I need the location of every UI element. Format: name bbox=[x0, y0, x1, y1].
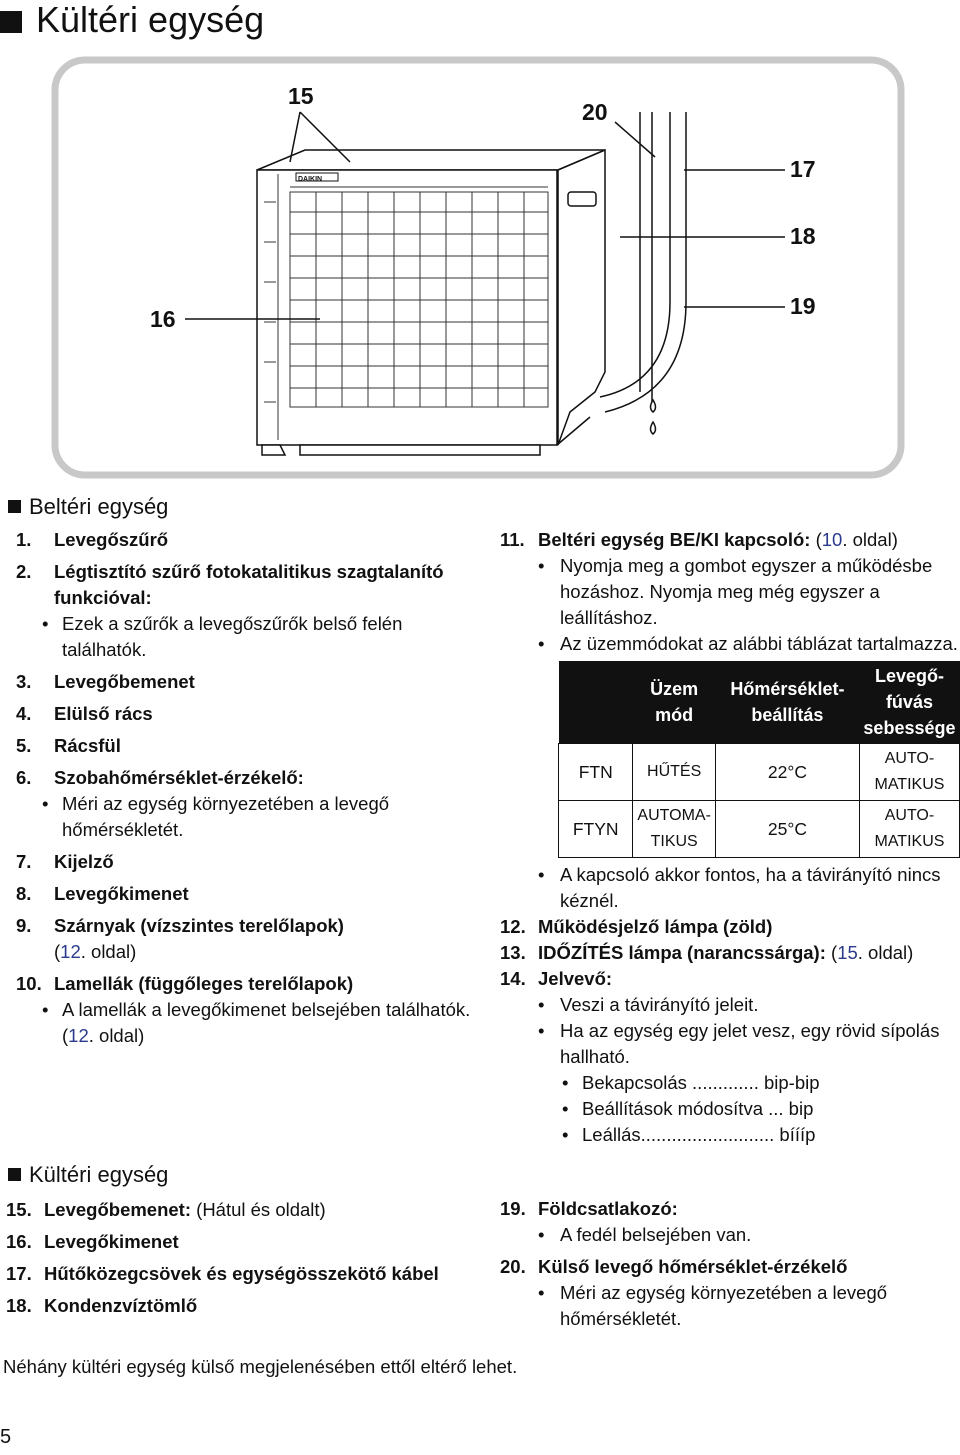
bullet: • Méri az egység környezetében a levegő hőmérsékletét. bbox=[500, 1280, 950, 1332]
page-ref-suffix: . oldal) bbox=[857, 942, 914, 963]
callout-16: 16 bbox=[150, 306, 176, 332]
table-cell: 25°C bbox=[715, 801, 859, 858]
mode-table-header-row bbox=[559, 661, 960, 744]
item-label: Levegőbemenet bbox=[54, 671, 195, 692]
item-label: Hűtőközegcsövek és egységösszekötő kábel bbox=[44, 1263, 439, 1284]
item-number: 14. bbox=[500, 968, 526, 989]
item-18 bbox=[6, 1293, 478, 1319]
item-label: IDŐZÍTÉS lámpa (narancssárga): bbox=[538, 942, 826, 963]
sub-bullet: • Beállítások módosítva ... bip bbox=[500, 1096, 960, 1122]
item-10 bbox=[16, 971, 478, 997]
item-label: Levegőkimenet bbox=[54, 883, 189, 904]
item-11: 11. Beltéri egység BE/KI kapcsoló: (10. oldal) bbox=[500, 527, 960, 553]
item-label: Kijelző bbox=[54, 851, 114, 872]
table-row bbox=[559, 744, 960, 801]
bullet bbox=[2, 997, 478, 1049]
page-title-text: Kültéri egység bbox=[36, 0, 265, 40]
item-19 bbox=[500, 1196, 960, 1222]
table-cell: AUTOMA-TIKUS bbox=[633, 801, 715, 858]
item-4 bbox=[16, 701, 478, 727]
item-label: Működésjelző lámpa (zöld) bbox=[538, 916, 773, 937]
page-number: 5 bbox=[0, 1426, 12, 1448]
item-15 bbox=[6, 1197, 478, 1223]
item-number: 9. bbox=[16, 915, 32, 936]
outdoor-heading bbox=[8, 1161, 478, 1189]
item-label: Szobahőmérséklet-érzékelő: bbox=[54, 767, 304, 788]
bullet: • A fedél belsejében van. bbox=[500, 1222, 960, 1248]
outdoor-heading-text: Kültéri egység bbox=[29, 1162, 169, 1187]
item-label: Elülső rács bbox=[54, 703, 153, 724]
item-label: Földcsatlakozó: bbox=[538, 1198, 678, 1219]
bullet: • A kapcsoló akkor fontos, ha a távirányító nincs kéznél. bbox=[500, 862, 960, 914]
page-ref-suffix: . oldal) bbox=[80, 941, 137, 962]
daikin-logo-text: DAIKIN bbox=[298, 176, 323, 183]
left-column bbox=[8, 493, 478, 1049]
item-number: 7. bbox=[16, 851, 32, 872]
item-number: 13. bbox=[500, 942, 526, 963]
sub-bullet: • Leállás.......................... bíííp bbox=[500, 1122, 960, 1148]
indoor-heading bbox=[8, 493, 478, 521]
item-label: Jelvevő: bbox=[538, 968, 613, 989]
footnote: Néhány kültéri egység külső megjelenésében ettől eltérő lehet. bbox=[3, 1356, 518, 1377]
item-12 bbox=[500, 914, 960, 940]
callout-18: 18 bbox=[790, 223, 816, 249]
item-number: 8. bbox=[16, 883, 32, 904]
page-ref-suffix: . oldal) bbox=[88, 1025, 145, 1046]
item-20 bbox=[500, 1254, 960, 1280]
table-cell: AUTO-MATIKUS bbox=[859, 744, 959, 801]
table-row bbox=[559, 801, 960, 858]
table-cell: 22°C bbox=[715, 744, 859, 801]
item-3 bbox=[16, 669, 478, 695]
page-ref-suffix: . oldal) bbox=[842, 529, 898, 550]
item-2 bbox=[16, 559, 478, 611]
outdoor-section bbox=[8, 1161, 478, 1319]
item-17 bbox=[6, 1261, 464, 1287]
item-14 bbox=[500, 966, 960, 992]
item-label: Szárnyak (vízszintes terelőlapok) bbox=[54, 915, 344, 936]
item-number: 18. bbox=[6, 1295, 32, 1316]
mode-table bbox=[558, 661, 960, 858]
table-header-cell bbox=[559, 661, 633, 744]
right-column bbox=[500, 527, 960, 1148]
callout-15: 15 bbox=[288, 83, 314, 109]
item-number: 1. bbox=[16, 529, 32, 550]
item-number: 20. bbox=[500, 1256, 526, 1277]
page-ref-link[interactable]: 10 bbox=[821, 529, 843, 550]
item-number: 16. bbox=[6, 1231, 32, 1252]
item-label: Beltéri egység BE/KI kapcsoló: bbox=[538, 529, 811, 550]
item-extra: (Hátul és oldalt) bbox=[191, 1199, 326, 1220]
indoor-heading-text: Beltéri egység bbox=[29, 494, 169, 519]
bullet: • Ezek a szűrők a levegőszűrők belső felén találhatók. bbox=[2, 611, 478, 663]
table-header-cell: Üzem mód bbox=[633, 661, 715, 744]
item-label: Külső levegő hőmérséklet-érzékelő bbox=[538, 1256, 848, 1277]
section-square-icon bbox=[0, 11, 22, 33]
item-number: 19. bbox=[500, 1198, 526, 1219]
item-16 bbox=[6, 1229, 478, 1255]
item-label: Lamellák (függőleges terelőlapok) bbox=[54, 973, 354, 994]
section-square-icon bbox=[8, 500, 21, 513]
sub-bullet: • Bekapcsolás ............. bip-bip bbox=[500, 1070, 960, 1096]
item-number: 10. bbox=[16, 973, 42, 994]
item-label: Levegőszűrő bbox=[54, 529, 169, 550]
bullet-text: A lamellák a levegőkimenet belsejében találhatók. ( bbox=[62, 999, 471, 1046]
section-square-icon bbox=[8, 1168, 21, 1181]
callout-20: 20 bbox=[582, 99, 608, 125]
bullet: • Az üzemmódokat az alábbi táblázat tartalmazza. bbox=[500, 631, 960, 657]
item-number: 5. bbox=[16, 735, 32, 756]
table-header-cell: Hőmérséklet-beállítás bbox=[715, 661, 859, 744]
item-1 bbox=[16, 527, 478, 553]
item-label: Kondenzvíztömlő bbox=[44, 1295, 198, 1316]
page-ref-link[interactable]: 12 bbox=[60, 941, 81, 962]
page-ref-link[interactable]: 15 bbox=[837, 942, 858, 963]
item-number: 6. bbox=[16, 767, 32, 788]
right-outdoor-items bbox=[500, 1196, 960, 1332]
bullet: • Veszi a távirányító jeleit. bbox=[500, 992, 960, 1018]
item-number: 17. bbox=[6, 1263, 32, 1284]
item-8 bbox=[16, 881, 478, 907]
page-title bbox=[0, 0, 264, 40]
item-number: 11. bbox=[500, 529, 525, 550]
outdoor-unit-figure bbox=[0, 52, 960, 482]
item-5 bbox=[16, 733, 478, 759]
item-number: 15. bbox=[6, 1199, 32, 1220]
item-9: 9. Szárnyak (vízszintes terelőlapok) (12. oldal) bbox=[16, 915, 344, 962]
item-label: Levegőbemenet: bbox=[44, 1199, 192, 1220]
item-7 bbox=[16, 849, 478, 875]
table-header-cell: Levegő-fúvás sebessége bbox=[859, 661, 959, 744]
page-ref-link[interactable]: 12 bbox=[68, 1025, 89, 1046]
item-6 bbox=[16, 765, 478, 791]
bullet: • Méri az egység környezetében a levegő hőmérsékletét. bbox=[2, 791, 478, 843]
table-cell: AUTO-MATIKUS bbox=[859, 801, 959, 858]
callout-19: 19 bbox=[790, 293, 816, 319]
bullet: • Ha az egység egy jelet vesz, egy rövid sípolás hallható. bbox=[500, 1018, 960, 1070]
table-cell: FTN bbox=[559, 744, 633, 801]
bullet: • Nyomja meg a gombot egyszer a működésbe hozáshoz. Nyomja meg még egyszer a leállításhoz. bbox=[500, 553, 960, 631]
item-number: 3. bbox=[16, 671, 32, 692]
item-label: Rácsfül bbox=[54, 735, 121, 756]
table-cell: HŰTÉS bbox=[633, 744, 715, 801]
table-cell: FTYN bbox=[559, 801, 633, 858]
item-number: 12. bbox=[500, 916, 526, 937]
item-13: 13. IDŐZÍTÉS lámpa (narancssárga): (15. oldal) bbox=[500, 940, 960, 966]
item-label: Levegőkimenet bbox=[44, 1231, 179, 1252]
item-label: Légtisztító szűrő fotokatalitikus szagtalanító funkcióval: bbox=[54, 561, 444, 608]
item-number: 4. bbox=[16, 703, 32, 724]
item-number: 2. bbox=[16, 561, 32, 582]
callout-17: 17 bbox=[790, 156, 816, 182]
